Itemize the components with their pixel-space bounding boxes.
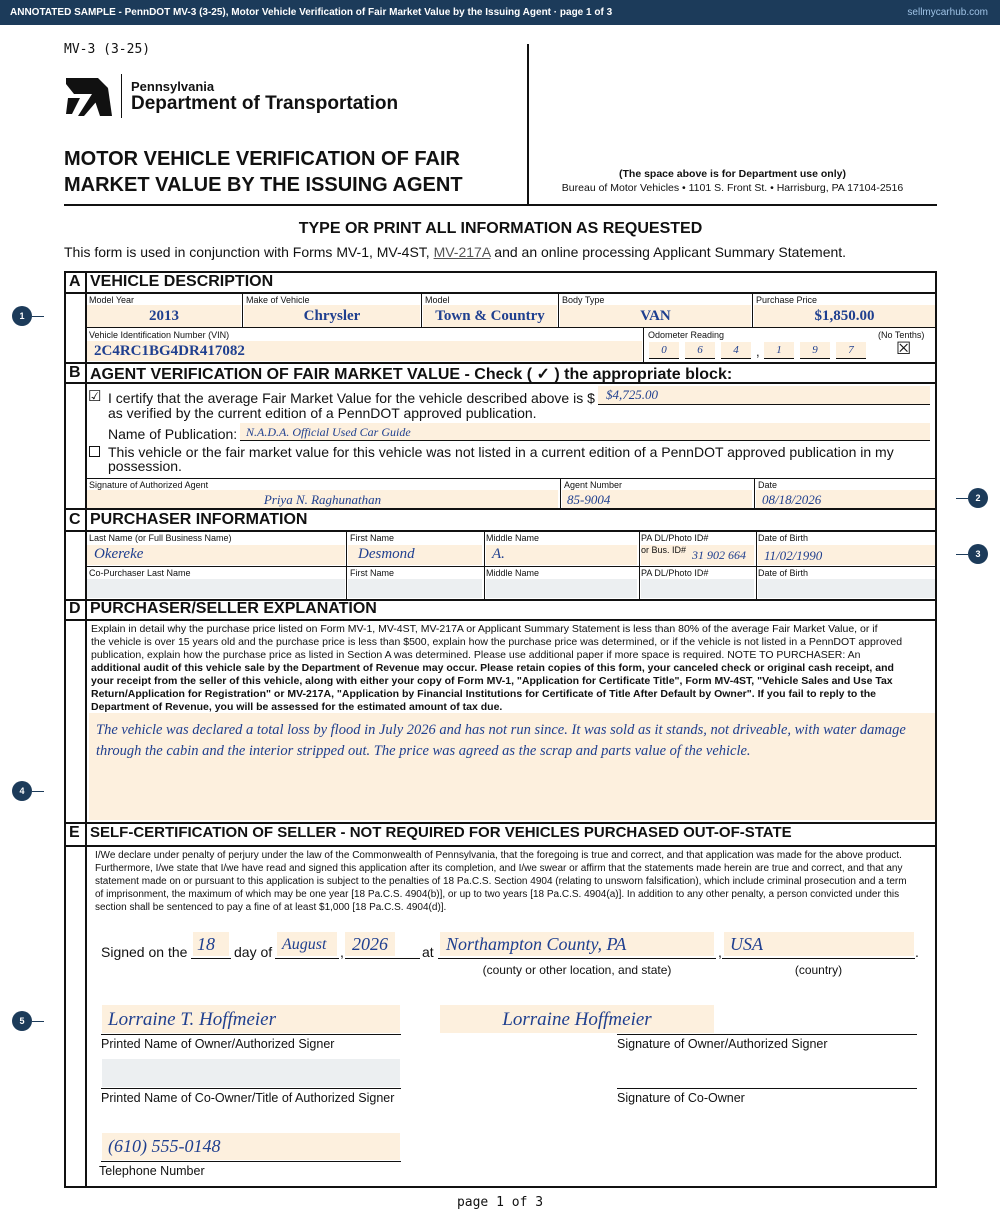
dob-label: Date of Birth xyxy=(758,533,809,543)
signature-label: Signature of Owner/Authorized Signer xyxy=(617,1037,828,1051)
co-first-name-field[interactable] xyxy=(348,579,482,598)
row-rule xyxy=(85,478,937,479)
cell-divider xyxy=(560,478,561,508)
co-dob-field[interactable] xyxy=(758,579,935,598)
model-year-value[interactable]: 2013 xyxy=(149,308,179,324)
country-underline xyxy=(722,958,915,959)
cell-divider xyxy=(421,293,422,327)
co-last-name-field[interactable] xyxy=(87,579,345,598)
marker-line xyxy=(32,791,44,792)
publication-label: Name of Publication: xyxy=(108,426,238,442)
declaration-line: of imprisonment, the maximum of which may be one year [18 Pa.C.S. 4904(b)], or up to two years [18 Pa.C.S. 4904(a)]. In addition to any other penalty, a person convicted under this xyxy=(95,889,900,900)
section-rule xyxy=(64,508,937,510)
location-comma: , xyxy=(718,944,722,960)
agency-name: Department of Transportation xyxy=(131,93,399,114)
banner-site-link[interactable]: sellmycarhub.com xyxy=(907,7,988,18)
location-underline xyxy=(438,958,716,959)
model-value[interactable]: Town & Country xyxy=(435,308,545,324)
co-dob-label: Date of Birth xyxy=(758,568,809,578)
title-line-2: MARKET VALUE BY THE ISSUING AGENT xyxy=(64,174,463,196)
certify-text-line-2: as verified by the current edition of a PennDOT approved publication. xyxy=(108,405,537,421)
odometer-digit[interactable]: 1 xyxy=(764,342,794,359)
section-rule xyxy=(64,292,937,294)
instruction-line: publication, explain how the purchase price as listed in Section A was determined. Please use additional paper if more space is required. NOTE TO PURCHASER: An xyxy=(91,649,861,661)
country-value[interactable]: USA xyxy=(730,934,763,954)
explanation-text: The vehicle was declared a total loss by flood in July 2026 and has not run since. It was sold as it stands, not driveable, with water damage through the cabin and the interior stripped out. The price was agreed as the scrap and parts value of the vehicle. xyxy=(96,722,906,759)
section-rule xyxy=(64,845,937,847)
cell-divider xyxy=(346,530,347,599)
cell-divider xyxy=(756,530,757,599)
agent-number-value[interactable]: 85-9004 xyxy=(567,492,611,507)
dob-value[interactable]: 11/02/1990 xyxy=(764,548,823,563)
co-signature-underline xyxy=(617,1088,917,1089)
at-label: at xyxy=(422,944,434,960)
usage-note: This form is used in conjunction with Forms MV-1, MV-4ST, MV-217A and an online processing Applicant Summary Statement. xyxy=(64,244,847,260)
date-comma: , xyxy=(340,944,344,960)
body-type-label: Body Type xyxy=(562,295,605,305)
certify-checkbox[interactable]: ☑ xyxy=(88,388,102,405)
cell-divider xyxy=(242,293,243,327)
section-b-letter: B xyxy=(69,364,81,381)
annotation-marker-5[interactable]: 5 xyxy=(12,1011,32,1031)
instruction-line: Explain in detail why the purchase price listed on Form MV-1, MV-4ST, MV-217A or Applicant Summary Statement is less than 80% of the average Fair Market Value, or if xyxy=(91,623,878,635)
top-banner xyxy=(0,0,1000,25)
fmv-underline xyxy=(598,404,930,405)
owner-signature-value[interactable]: Lorraine Hoffmeier xyxy=(502,1009,652,1030)
date-label: Date xyxy=(758,480,778,490)
first-name-label: First Name xyxy=(350,533,395,543)
form-id: MV-3 (3-25) xyxy=(64,42,151,57)
section-e-title: SELF-CERTIFICATION OF SELLER - NOT REQUIRED FOR VEHICLES PURCHASED OUT-OF-STATE xyxy=(90,824,792,841)
middle-name-label: Middle Name xyxy=(486,533,540,543)
annotation-marker-1[interactable]: 1 xyxy=(12,306,32,326)
cell-divider xyxy=(558,293,559,327)
day-value[interactable]: 18 xyxy=(197,934,215,954)
cell-divider xyxy=(752,293,753,327)
odometer-digit[interactable]: 7 xyxy=(836,342,866,359)
co-first-name-label: First Name xyxy=(350,568,395,578)
instruction-line: Department of Revenue, you will be assessed for the estimated amount of tax due. xyxy=(91,701,503,713)
model-label: Model xyxy=(425,295,450,305)
section-rule xyxy=(64,530,937,532)
instruction-line: Return/Application for Registration" or MV-217A, "Application by Financial Institutions for Certificate of Title After Default by Owner". If you fail to reply to the xyxy=(91,688,877,700)
section-c-title: PURCHASER INFORMATION xyxy=(90,511,308,528)
odometer-digit[interactable]: 6 xyxy=(685,342,715,359)
vin-label: Vehicle Identification Number (VIN) xyxy=(89,330,230,340)
declaration-line: Furthermore, I/we state that I/we have read and signed this application after its completion, and I/we swear or affirm that the statements made herein are true and correct, and that any xyxy=(95,863,903,874)
annotation-marker-4[interactable]: 4 xyxy=(12,781,32,801)
first-name-value[interactable]: Desmond xyxy=(358,546,415,562)
section-a-title: VEHICLE DESCRIPTION xyxy=(90,273,274,290)
odometer-digit[interactable]: 4 xyxy=(721,342,751,359)
section-b-title: AGENT VERIFICATION OF FAIR MARKET VALUE - Check ( ✓ ) the appropriate block: xyxy=(90,366,733,383)
instruction-heading: TYPE OR PRINT ALL INFORMATION AS REQUESTED xyxy=(298,220,703,237)
row-rule xyxy=(85,327,937,328)
agency-state: Pennsylvania xyxy=(131,79,215,94)
mv217a-link[interactable]: MV-217A xyxy=(433,244,491,260)
odometer-separator: , xyxy=(756,344,760,359)
annotation-marker-3[interactable]: 3 xyxy=(968,544,988,564)
printed-name-underline xyxy=(101,1034,401,1035)
middle-name-fill xyxy=(486,545,637,565)
not-listed-text-line-1: This vehicle or the fair market value for this vehicle was not listed in a current edition of a PennDOT approved publication in my xyxy=(108,444,894,460)
dept-address: Bureau of Motor Vehicles • 1101 S. Front St. • Harrisburg, PA 17104-2516 xyxy=(561,182,904,194)
cell-divider xyxy=(484,530,485,599)
penndot-logo xyxy=(64,74,114,119)
not-listed-text-line-2: possession. xyxy=(108,458,182,474)
declaration-line: section shall be sentenced to pay a fine of at least $1,000 [18 Pa.C.S. 4904(d)]. xyxy=(95,902,447,913)
make-label: Make of Vehicle xyxy=(246,295,310,305)
odometer-digit[interactable]: 0 xyxy=(649,342,679,359)
dl-value[interactable]: 31 902 664 xyxy=(692,548,746,562)
section-rule xyxy=(64,619,937,621)
model-year-label: Model Year xyxy=(89,295,135,305)
banner-title: ANNOTATED SAMPLE - PennDOT MV-3 (3-25), Motor Vehicle Verification of Fair Market Value by the Issuing Agent · page 1 of 3 xyxy=(10,7,613,18)
marker-line xyxy=(32,1021,44,1022)
not-listed-checkbox[interactable] xyxy=(89,446,100,457)
printed-name-value[interactable]: Lorraine T. Hoffmeier xyxy=(108,1009,277,1030)
agent-number-label: Agent Number xyxy=(564,480,623,490)
vin-value[interactable]: 2C4RC1BG4DR417082 xyxy=(94,343,245,359)
co-dl-label: PA DL/Photo ID# xyxy=(641,568,709,578)
price-label: Purchase Price xyxy=(756,295,818,305)
header-divider xyxy=(527,44,529,204)
last-name-value[interactable]: Okereke xyxy=(94,546,144,562)
cell-divider xyxy=(639,530,640,599)
month-underline xyxy=(275,958,339,959)
explain-instructions xyxy=(91,623,931,714)
instruction-line: additional audit of this vehicle sale by the Department of Revenue may occur. Please retain copies of this form, your canceled check or original cash receipt, and xyxy=(91,662,894,674)
phone-underline xyxy=(101,1161,401,1162)
middle-name-value[interactable]: A. xyxy=(492,546,505,562)
marker-line xyxy=(956,498,968,499)
page-number: page 1 of 3 xyxy=(456,1195,544,1210)
marker-line xyxy=(32,316,44,317)
month-value[interactable]: August xyxy=(282,936,327,953)
instruction-line: the vehicle is over 15 years old and the purchase price is less than $500, explain how the purchase price was determined, or if the vehicle is not listed in a PennDOT approved xyxy=(91,636,903,648)
cell-divider xyxy=(643,327,644,362)
logo-divider xyxy=(121,74,122,118)
section-a-letter: A xyxy=(69,273,81,290)
co-signature-label: Signature of Co-Owner xyxy=(617,1091,745,1105)
year-underline xyxy=(345,958,420,959)
perjury-declaration xyxy=(95,849,935,914)
signed-on-label: Signed on the xyxy=(101,944,188,960)
header-rule xyxy=(64,204,937,206)
co-owner-underline xyxy=(101,1088,401,1089)
co-owner-name-field[interactable] xyxy=(102,1059,400,1087)
letter-column-rule xyxy=(85,271,87,1188)
row-rule xyxy=(85,566,937,567)
location-value[interactable]: Northampton County, PA xyxy=(446,934,627,954)
annotation-marker-2[interactable]: 2 xyxy=(968,488,988,508)
section-rule xyxy=(64,382,937,384)
co-middle-name-field[interactable] xyxy=(486,579,637,598)
co-dl-field[interactable] xyxy=(641,579,754,598)
co-last-name-label: Co-Purchaser Last Name xyxy=(89,568,191,578)
price-value[interactable]: $1,850.00 xyxy=(814,308,875,324)
section-d-title: PURCHASER/SELLER EXPLANATION xyxy=(90,600,377,617)
section-d-letter: D xyxy=(69,600,81,617)
marker-line xyxy=(956,554,968,555)
country-caption: (country) xyxy=(794,963,843,977)
publication-underline xyxy=(240,440,930,441)
publication-value[interactable]: N.A.D.A. Official Used Car Guide xyxy=(246,425,411,439)
agent-signature-value[interactable]: Priya N. Raghunathan xyxy=(263,492,382,507)
no-tenths-checkbox[interactable]: ☒ xyxy=(896,339,912,358)
dl-label: PA DL/Photo ID# xyxy=(641,533,709,543)
section-c-letter: C xyxy=(69,511,81,528)
make-value[interactable]: Chrysler xyxy=(303,308,361,324)
phone-label: Telephone Number xyxy=(99,1164,205,1178)
page-title xyxy=(64,146,463,198)
certify-text-line-1: I certify that the average Fair Market Value for the vehicle described above is $ xyxy=(108,390,595,406)
co-owner-name-label: Printed Name of Co-Owner/Title of Authorized Signer xyxy=(101,1091,395,1105)
bus-id-label: or Bus. ID# xyxy=(641,545,687,555)
printed-name-label: Printed Name of Owner/Authorized Signer xyxy=(101,1037,335,1051)
cell-divider xyxy=(754,478,755,508)
section-e-letter: E xyxy=(69,824,80,841)
year-value[interactable]: 2026 xyxy=(352,934,388,954)
no-tenths-label: (No Tenths) xyxy=(878,330,925,340)
phone-value[interactable]: (610) 555-0148 xyxy=(108,1136,221,1156)
location-caption: (county or other location, and state) xyxy=(482,963,672,977)
title-line-1: MOTOR VEHICLE VERIFICATION OF FAIR xyxy=(64,148,460,170)
date-value[interactable]: 08/18/2026 xyxy=(762,492,822,507)
declaration-line: I/We declare under penalty of perjury under the law of the Commonwealth of Pennsylvania, that the foregoing is true and correct, and that application was made for the above product. xyxy=(95,850,902,861)
agent-signature-label: Signature of Authorized Agent xyxy=(89,480,209,490)
day-underline xyxy=(191,958,231,959)
fmv-value[interactable]: $4,725.00 xyxy=(606,387,658,402)
last-name-label: Last Name (or Full Business Name) xyxy=(89,533,232,543)
day-of-label: day of xyxy=(234,944,273,960)
signature-underline xyxy=(617,1034,917,1035)
instruction-line: your receipt from the seller of this vehicle, along with either your copy of Form MV-1, "Application for Certificate Title", Form MV-4ST, "Vehicle Sales and Use Tax xyxy=(91,675,893,687)
odometer-digit[interactable]: 9 xyxy=(800,342,830,359)
dept-use-note: (The space above is for Department use only) xyxy=(619,168,846,180)
body-type-value[interactable]: VAN xyxy=(640,308,671,324)
co-middle-name-label: Middle Name xyxy=(486,568,540,578)
country-period: . xyxy=(915,944,919,960)
declaration-line: statement made on or pursuant to this application is subject to the penalties of 18 Pa.C.S. Section 4904 (relating to unsworn falsification), which include criminal prosecution and a term xyxy=(95,876,907,887)
odometer-label: Odometer Reading xyxy=(648,330,725,340)
